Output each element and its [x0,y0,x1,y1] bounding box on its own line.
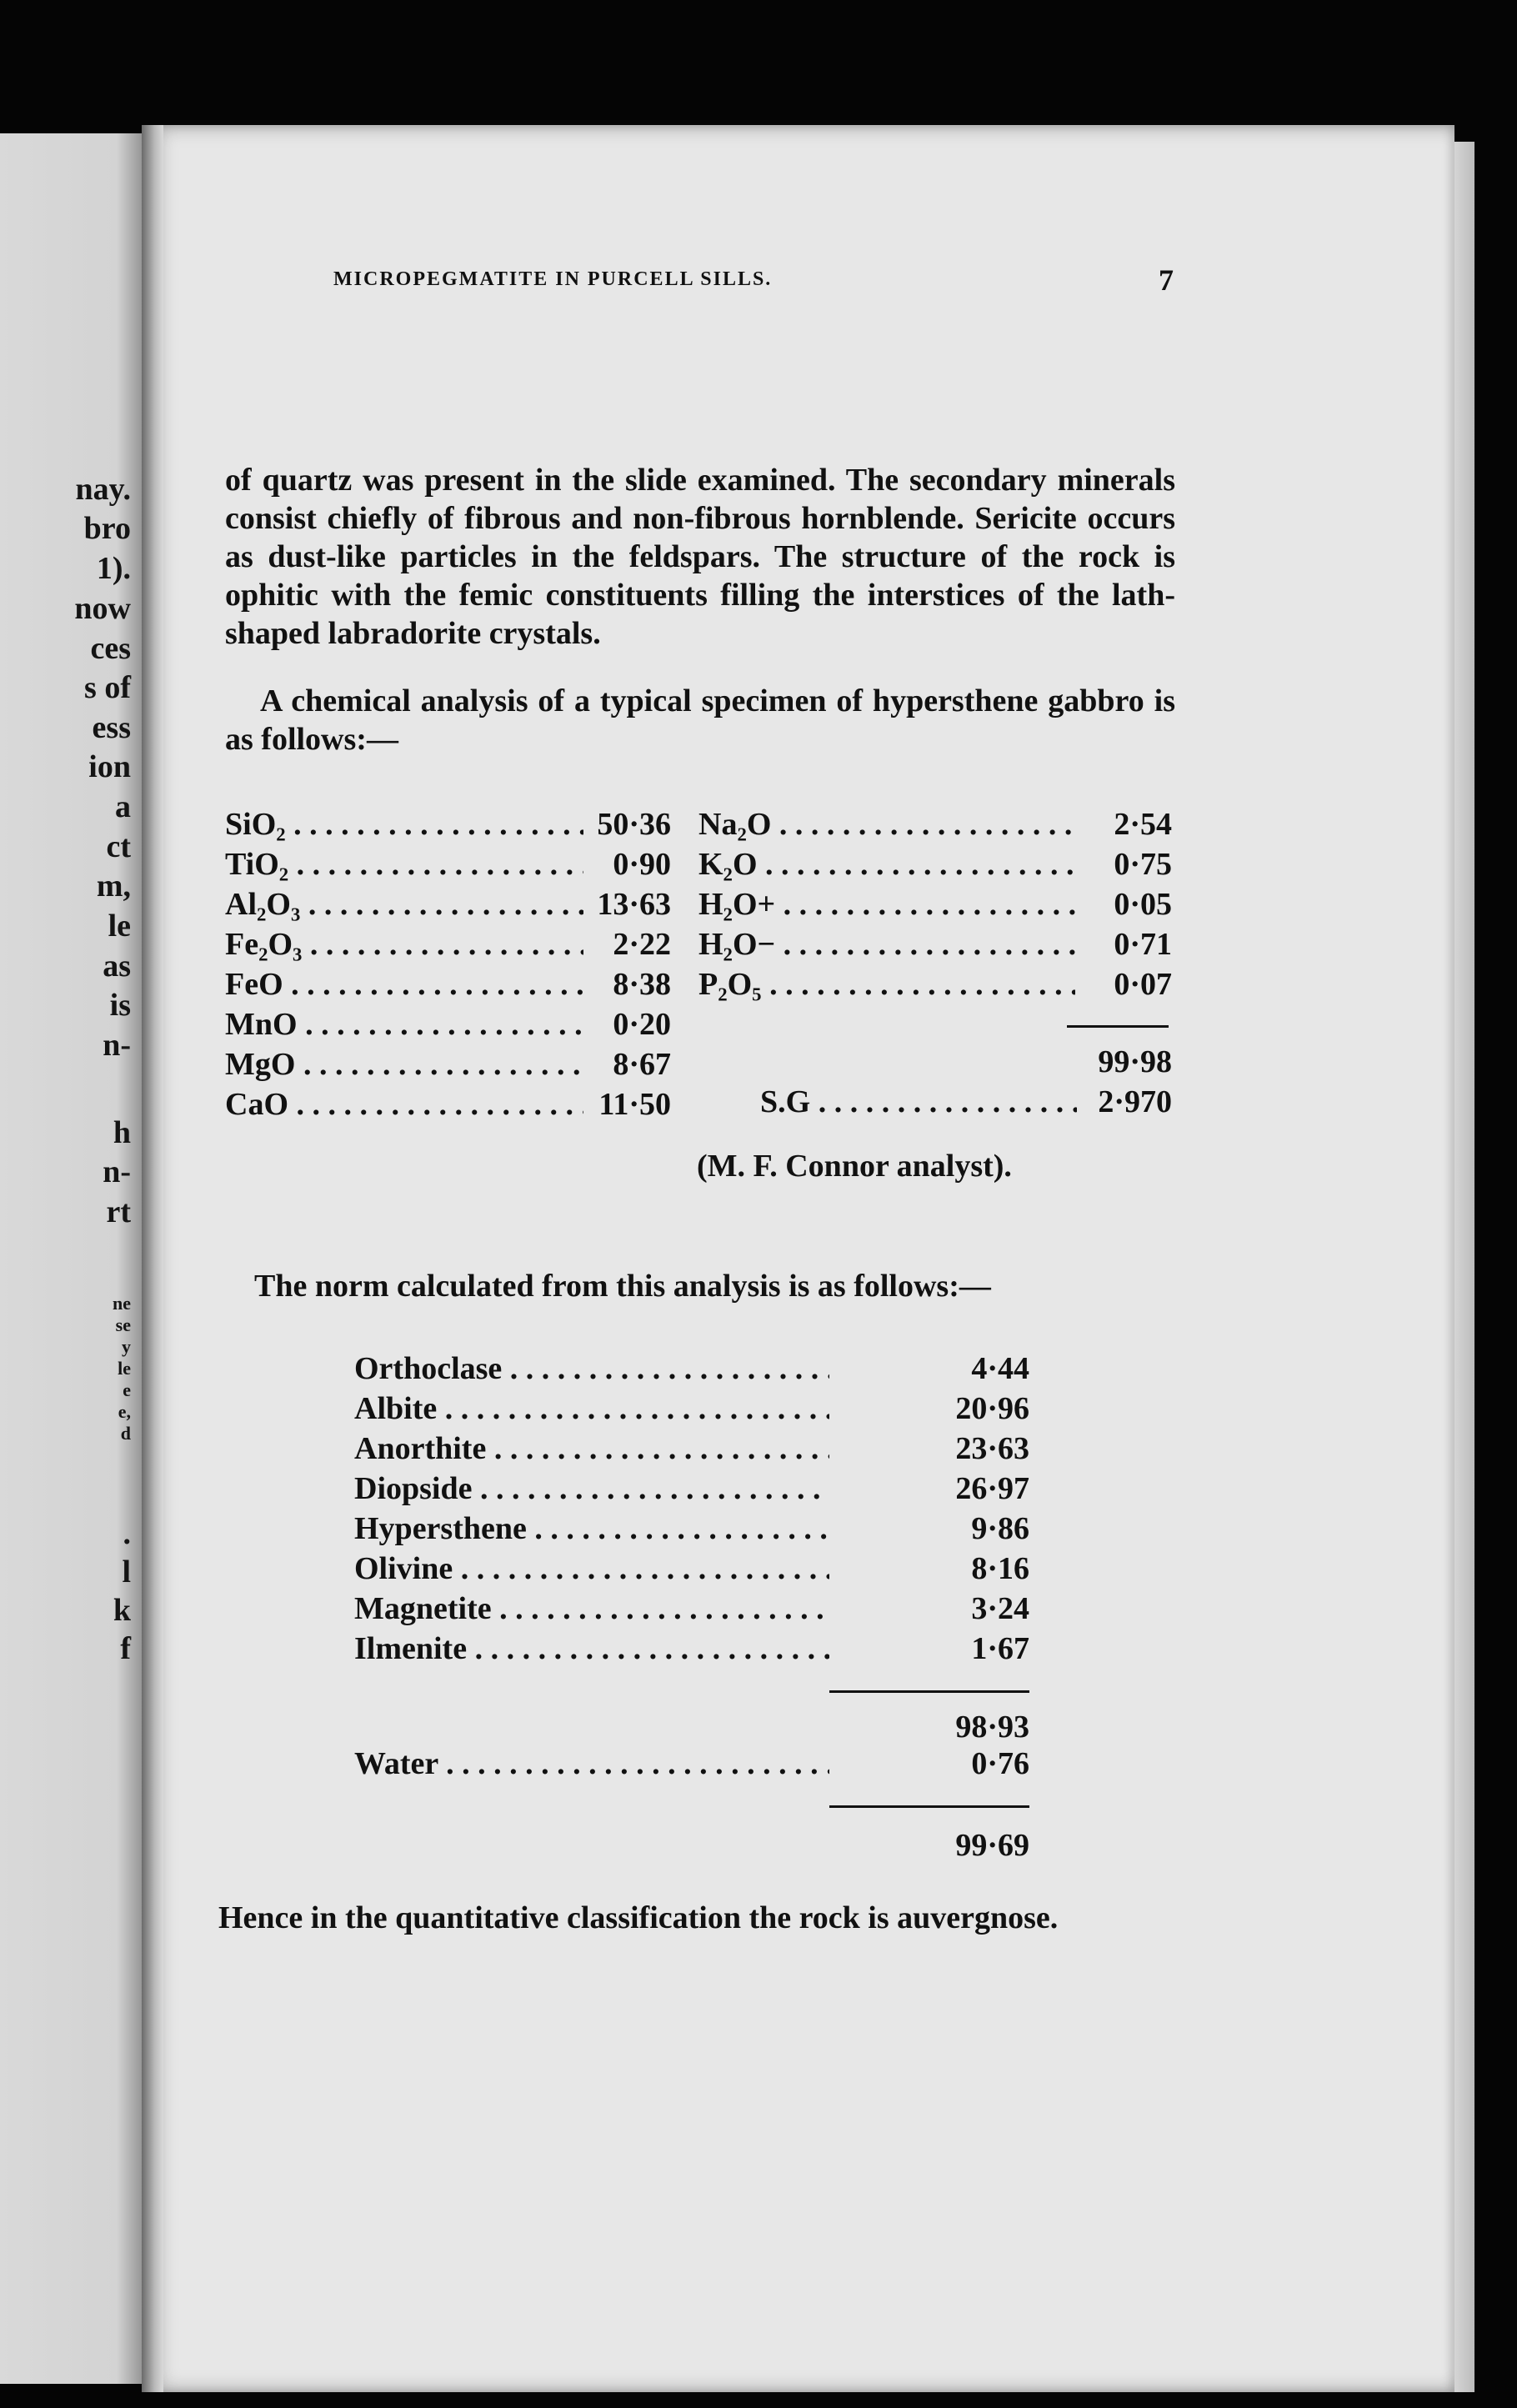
page-edge [1454,142,1474,2392]
left-page-fragment: le [118,1358,131,1379]
left-page-fragment: n- [103,1028,131,1063]
left-page-fragment: se [115,1314,131,1335]
mineral-name: Diopside . . . [354,1469,829,1509]
book-spine-shadow [142,125,163,2392]
oxide-value: 8·38 [613,967,671,1002]
oxide-value: 11·50 [598,1087,671,1122]
oxide-name: H₂O− . . . [698,924,1075,964]
table-row [698,844,1172,884]
oxide-value: 0·75 [1114,847,1172,882]
oxide-value: 50·36 [597,807,671,842]
norm-subtotal [913,1707,1029,1747]
mineral-value: 9·86 [971,1511,1029,1546]
sg-value: 2·970 [1098,1084,1172,1119]
left-page-fragment: l [122,1554,131,1589]
table-row [698,884,1172,924]
table-row [913,1825,1029,1865]
table-row [354,1744,1029,1784]
norm-total [913,1825,1029,1865]
left-page-fragment: nay. [75,472,131,507]
mineral-value: 26·97 [955,1471,1029,1506]
oxide-name: CaO . . . [225,1084,583,1124]
paragraph-classification: Hence in the quantitative classification the rock is auvergnose. [218,1900,1059,1935]
left-page-fragment: now [74,591,131,626]
left-page-fragment: d [120,1423,131,1444]
table-row [354,1629,1029,1669]
left-page-fragment: rt [106,1194,131,1229]
left-page-fragment: le [108,909,131,944]
left-page-fragment: k [113,1593,131,1628]
paragraph-secondary-minerals: of quartz was present in the slide examined. The secondary minerals consist chiefly of fibrous and non-fibrous hornblende. Sericite occurs as dust-like particles in the feldspars. The structure of the rock is ophitic with the femic constituents filling the interstices of the lath-shaped labradorite crystals. [225,463,1175,651]
mineral-name: Olivine . . . [354,1549,829,1589]
table-row [225,924,671,964]
oxide-name: FeO . . . [225,964,583,1004]
water-value: 0·76 [971,1746,1029,1781]
left-page-fragment: 1). [96,551,131,586]
mineral-value: 8·16 [971,1551,1029,1586]
page-number: 7 [1159,263,1174,297]
oxide-value: 2·22 [613,927,671,962]
left-page-fragment: as [103,949,131,984]
table-row [354,1349,1029,1389]
analysis-total-value: 99·98 [1098,1044,1172,1079]
table-row [225,844,671,884]
oxide-name: P₂O₅ . . . [698,964,1075,1004]
oxide-name: Fe₂O₃ . . . [225,924,583,964]
table-row [760,1082,1172,1122]
table-row [698,924,1172,964]
mineral-name: Anorthite . . . [354,1429,829,1469]
mineral-value: 3·24 [971,1591,1029,1626]
paragraph-analysis-intro: A chemical analysis of a typical specimen of hypersthene gabbro is as follows:— [225,683,1175,757]
oxide-value: 2·54 [1114,807,1172,842]
table-row [1059,1042,1172,1082]
oxide-value: 0·05 [1114,887,1172,922]
analyst-credit: (M. F. Connor analyst). [697,1149,1012,1184]
left-page-fragment: m, [96,869,131,904]
left-page-fragment: s of [84,670,131,705]
left-page-fragment: ct [106,829,131,864]
table-row [354,1469,1029,1509]
norm-water [354,1744,1029,1784]
table-row [354,1549,1029,1589]
sg-label: S.G . . . [760,1082,1077,1122]
paragraph-norm-intro: The norm calculated from this analysis is as follows:— [254,1269,991,1304]
total-rule [1067,1025,1169,1028]
facing-page-edge [0,133,146,2384]
oxide-value: 0·20 [613,1007,671,1042]
mineral-value: 4·44 [971,1351,1029,1386]
mineral-value: 23·63 [955,1431,1029,1466]
mineral-name: Hypersthene . . . [354,1509,829,1549]
analysis-table-right [698,804,1172,1004]
left-page-fragment: bro [83,511,131,546]
norm-total-value: 99·69 [955,1828,1029,1863]
left-page-fragment: y [122,1336,131,1357]
specific-gravity [760,1082,1172,1122]
mineral-name: Ilmenite . . . [354,1629,829,1669]
oxide-value: 0·90 [613,847,671,882]
oxide-name: MnO . . . [225,1004,583,1044]
water-label: Water . . . [354,1744,829,1784]
table-row [225,1004,671,1044]
oxide-value: 13·63 [597,887,671,922]
mineral-name: Orthoclase . . . [354,1349,829,1389]
table-row [354,1429,1029,1469]
left-page-fragment: h [113,1115,131,1150]
table-row [225,1044,671,1084]
left-page-fragment: a [115,789,131,824]
table-row [225,964,671,1004]
table-row [354,1509,1029,1549]
table-row [913,1707,1029,1747]
mineral-name: Albite . . . [354,1389,829,1429]
oxide-name: MgO . . . [225,1044,583,1084]
table-row [225,804,671,844]
oxide-name: TiO₂ . . . [225,844,583,884]
left-page-fragment: f [120,1631,131,1666]
left-page-fragment: ces [90,631,131,666]
oxide-name: Na₂O . . . [698,804,1075,844]
oxide-name: Al₂O₃ . . . [225,884,583,924]
norm-subtotal-rule [829,1690,1029,1693]
oxide-value: 8·67 [613,1047,671,1082]
left-page-fragment: ion [88,749,131,784]
table-row [698,804,1172,844]
mineral-value: 20·96 [955,1391,1029,1426]
left-page-fragment: ess [92,710,131,745]
left-page-fragment: e [123,1379,131,1400]
left-page-fragment: n- [103,1154,131,1189]
left-page-fragment: . [123,1516,131,1551]
table-row [225,1084,671,1124]
analysis-total [1059,1042,1172,1082]
table-row [698,964,1172,1004]
norm-subtotal-value: 98·93 [955,1710,1029,1745]
table-row [225,884,671,924]
oxide-name: H₂O+ . . . [698,884,1075,924]
mineral-value: 1·67 [971,1631,1029,1666]
left-page-fragment: ne [113,1293,131,1314]
norm-table [354,1349,1029,1669]
mineral-name: Magnetite . . . [354,1589,829,1629]
left-page-fragment: e, [118,1401,131,1422]
running-header: MICROPEGMATITE IN PURCELL SILLS. [333,268,773,290]
left-page-fragment: is [109,988,131,1023]
oxide-value: 0·07 [1114,967,1172,1002]
norm-total-rule [829,1805,1029,1808]
oxide-name: K₂O . . . [698,844,1075,884]
analysis-table-left [225,804,671,1124]
oxide-value: 0·71 [1114,927,1172,962]
table-row [354,1389,1029,1429]
oxide-name: SiO₂ . . . [225,804,583,844]
table-row [354,1589,1029,1629]
